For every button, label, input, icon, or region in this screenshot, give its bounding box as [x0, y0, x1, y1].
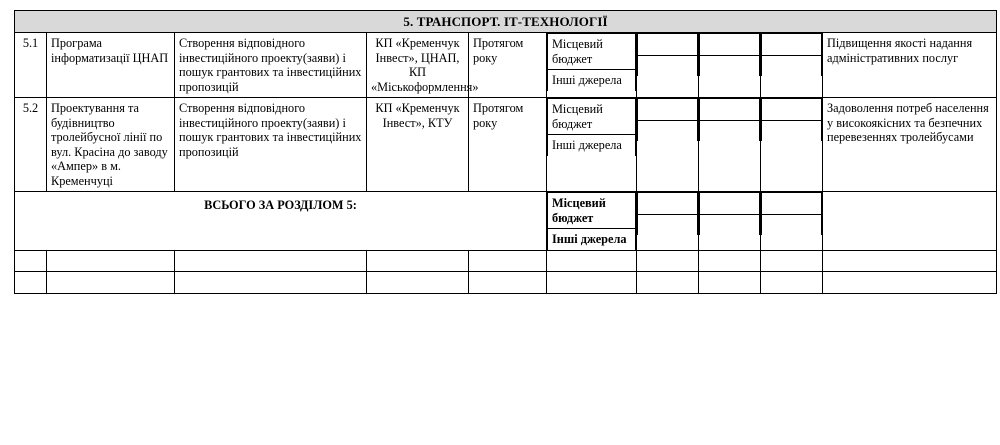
empty-cell [699, 272, 761, 294]
section-header-row [15, 11, 997, 33]
funding-source: Інші джерела [548, 229, 636, 250]
row-term: Протягом року [469, 33, 547, 98]
amount-cell [700, 193, 760, 215]
row-executor: КП «Кременчук Інвест», КТУ [367, 98, 469, 192]
table-row [15, 98, 997, 192]
amount-cell [638, 34, 698, 56]
amount-cell [700, 120, 760, 141]
row-name: Програма інформатизації ЦНАП [47, 33, 175, 98]
empty-cell [469, 250, 547, 272]
funding-source: Інші джерела [548, 135, 636, 156]
amount-cell [762, 214, 822, 235]
amount-cell [762, 34, 822, 56]
row-number: 5.1 [15, 33, 47, 98]
empty-cell [47, 272, 175, 294]
amount-cell [762, 193, 822, 215]
row-amounts-col1 [637, 33, 699, 98]
empty-cell [367, 250, 469, 272]
row-amounts-col2 [699, 98, 761, 192]
total-amounts-col2 [699, 192, 761, 251]
total-label: ВСЬОГО ЗА РОЗДІЛОМ 5: [15, 192, 547, 251]
empty-cell [15, 272, 47, 294]
funding-source: Місцевий бюджет [548, 99, 636, 135]
empty-cell [547, 272, 637, 294]
total-row [15, 192, 997, 251]
total-funding-sources [547, 192, 637, 251]
empty-cell [175, 272, 367, 294]
row-funding-sources [547, 33, 637, 98]
empty-cell [637, 250, 699, 272]
amount-cell [638, 214, 698, 235]
total-result [823, 192, 997, 251]
funding-source: Місцевий бюджет [548, 193, 636, 229]
empty-cell [47, 250, 175, 272]
row-amounts-col2 [699, 33, 761, 98]
total-amounts-col1 [637, 192, 699, 251]
empty-cell [699, 250, 761, 272]
empty-cell [761, 250, 823, 272]
table-row [15, 33, 997, 98]
row-mechanism: Створення відповідного інвестиційного проекту(заяви) і пошук грантових та інвестиційних пропозицій [175, 98, 367, 192]
amount-cell [638, 120, 698, 141]
row-result: Задоволення потреб населення у високоякісних та безпечних перевезеннях тролейбусами [823, 98, 997, 192]
empty-cell [367, 272, 469, 294]
amount-cell [700, 55, 760, 76]
empty-cell [547, 250, 637, 272]
document-page [0, 10, 1000, 445]
empty-cell [761, 272, 823, 294]
amount-cell [762, 120, 822, 141]
row-amounts-col3 [761, 33, 823, 98]
funding-source: Місцевий бюджет [548, 34, 636, 70]
amount-cell [638, 193, 698, 215]
programme-table [14, 10, 997, 294]
empty-cell [823, 250, 997, 272]
amount-cell [762, 99, 822, 121]
empty-cell [15, 250, 47, 272]
funding-source: Інші джерела [548, 70, 636, 91]
empty-cell [637, 272, 699, 294]
section-header-cell: 5. ТРАНСПОРТ. ІТ-ТЕХНОЛОГІЇ [15, 11, 997, 33]
row-funding-sources [547, 98, 637, 192]
row-amounts-col1 [637, 98, 699, 192]
amount-cell [700, 214, 760, 235]
row-number: 5.2 [15, 98, 47, 192]
row-result: Підвищення якості надання адміністративних послуг [823, 33, 997, 98]
amount-cell [700, 99, 760, 121]
table-row-empty [15, 250, 997, 272]
table-row-empty [15, 272, 997, 294]
empty-cell [175, 250, 367, 272]
amount-cell [638, 99, 698, 121]
row-executor: КП «Кременчук Інвест», ЦНАП, КП «Міськоформлення» [367, 33, 469, 98]
amount-cell [762, 55, 822, 76]
row-name: Проектування та будівництво тролейбусної лінії по вул. Красіна до заводу «Ампер» в м. Кременчуці [47, 98, 175, 192]
empty-cell [469, 272, 547, 294]
row-mechanism: Створення відповідного інвестиційного проекту(заяви) і пошук грантових та інвестиційних пропозицій [175, 33, 367, 98]
empty-cell [823, 272, 997, 294]
total-amounts-col3 [761, 192, 823, 251]
amount-cell [700, 34, 760, 56]
amount-cell [638, 55, 698, 76]
row-amounts-col3 [761, 98, 823, 192]
row-term: Протягом року [469, 98, 547, 192]
